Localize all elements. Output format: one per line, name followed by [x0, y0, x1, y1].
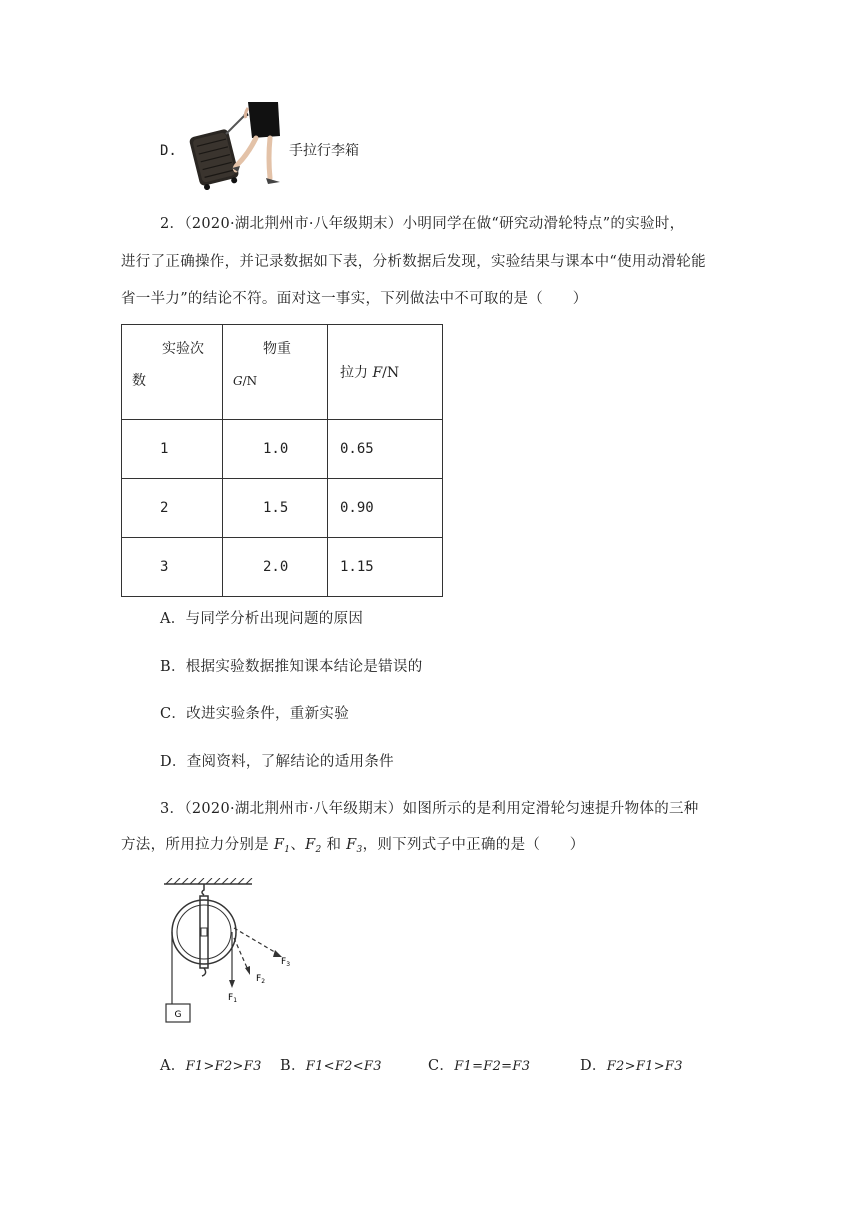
- q3-option-d-text: F2>F1>F3: [606, 1059, 683, 1074]
- q3-option-d-letter: D．: [580, 1058, 607, 1074]
- cell-weight: 1.0: [223, 420, 328, 479]
- header-weight-unit: /N: [242, 374, 258, 388]
- q3-option-b: [280, 1054, 382, 1075]
- f1-label: $F_1$: [228, 993, 238, 1004]
- f1-symbol: $F_1$: [273, 837, 291, 855]
- q3-stem-line1: 3．（2020·湖北荆州市·八年级期末）如图所示的是利用定滑轮匀速提升物体的三种: [160, 801, 699, 817]
- q3-option-b-letter: B．: [280, 1058, 306, 1074]
- cell-weight: 1.5: [223, 479, 328, 538]
- cell-force: 1.15: [328, 538, 443, 597]
- f3-label: $F_3$: [281, 957, 291, 968]
- q2-option-d: D．查阅资料，了解结论的适用条件: [160, 754, 394, 770]
- q3-option-a-text: F1>F2>F3: [185, 1059, 262, 1074]
- header-trial-line1: 实验次: [162, 341, 204, 357]
- table-row: [122, 479, 443, 538]
- q3-option-a-letter: A．: [160, 1058, 186, 1074]
- q3-option-c-letter: C．: [428, 1058, 455, 1074]
- header-trial-count: [122, 325, 223, 420]
- cell-force: 0.90: [328, 479, 443, 538]
- f2-symbol: $F_2$: [305, 837, 322, 855]
- table-row: [122, 538, 443, 597]
- q2-stem-line1: 2．（2020·湖北荆州市·八年级期末）小明同学在做“研究动滑轮特点”的实验时，: [160, 216, 685, 232]
- q3-option-d: [580, 1054, 683, 1075]
- q3-option-a: [160, 1054, 262, 1075]
- q3-option-b-text: F1<F2<F3: [305, 1059, 382, 1074]
- cell-weight: 2.0: [223, 538, 328, 597]
- q3-option-c-text: F1=F2=F3: [454, 1059, 531, 1074]
- table-row: [122, 420, 443, 479]
- header-force-unit: /N: [382, 365, 400, 381]
- option-d-caption: 手拉行李箱: [289, 143, 359, 159]
- header-pull-force: [328, 325, 443, 420]
- q3-stem-pre: 方法，所用拉力分别是: [121, 837, 274, 853]
- q3-stem-post: ，则下列式子中正确的是（ ）: [362, 837, 585, 853]
- cell-trial: 2: [122, 479, 223, 538]
- weight-label: G: [174, 1010, 182, 1020]
- q3-stem-line2: 方法，所用拉力分别是 $F_1$、$F_2$ 和 $F_3$，则下列式子中正确的是（ ）: [121, 837, 585, 855]
- experiment-table: [121, 324, 443, 597]
- q2-stem-line2: 进行了正确操作，并记录数据如下表，分析数据后发现，实验结果与课本中“使用动滑轮能: [121, 254, 706, 270]
- header-weight-line1: 物重: [263, 341, 291, 357]
- suitcase-woman-image: [186, 102, 286, 190]
- q2-option-c: C．改进实验条件，重新实验: [160, 706, 349, 722]
- table-header-row: [122, 325, 443, 420]
- cell-trial: 3: [122, 538, 223, 597]
- q2-option-a: A．与同学分析出现问题的原因: [160, 611, 364, 627]
- f2-label: $F_2$: [256, 974, 266, 985]
- header-force-prefix: 拉力: [340, 365, 373, 381]
- header-weight-var: G: [233, 374, 243, 388]
- header-trial-line2: 数: [132, 373, 146, 389]
- q2-stem-line3: 省一半力”的结论不符。面对这一事实，下列做法中不可取的是（ ）: [121, 291, 588, 307]
- q2-option-b: B．根据实验数据推知课本结论是错误的: [160, 659, 423, 675]
- f3-symbol: $F_3$: [346, 837, 363, 855]
- pulley-diagram: [160, 878, 300, 1026]
- cell-force: 0.65: [328, 420, 443, 479]
- q3-option-c: [428, 1054, 530, 1075]
- option-d-letter: D.: [160, 143, 177, 159]
- header-weight: [223, 325, 328, 420]
- header-force-var: F: [372, 365, 383, 381]
- cell-trial: 1: [122, 420, 223, 479]
